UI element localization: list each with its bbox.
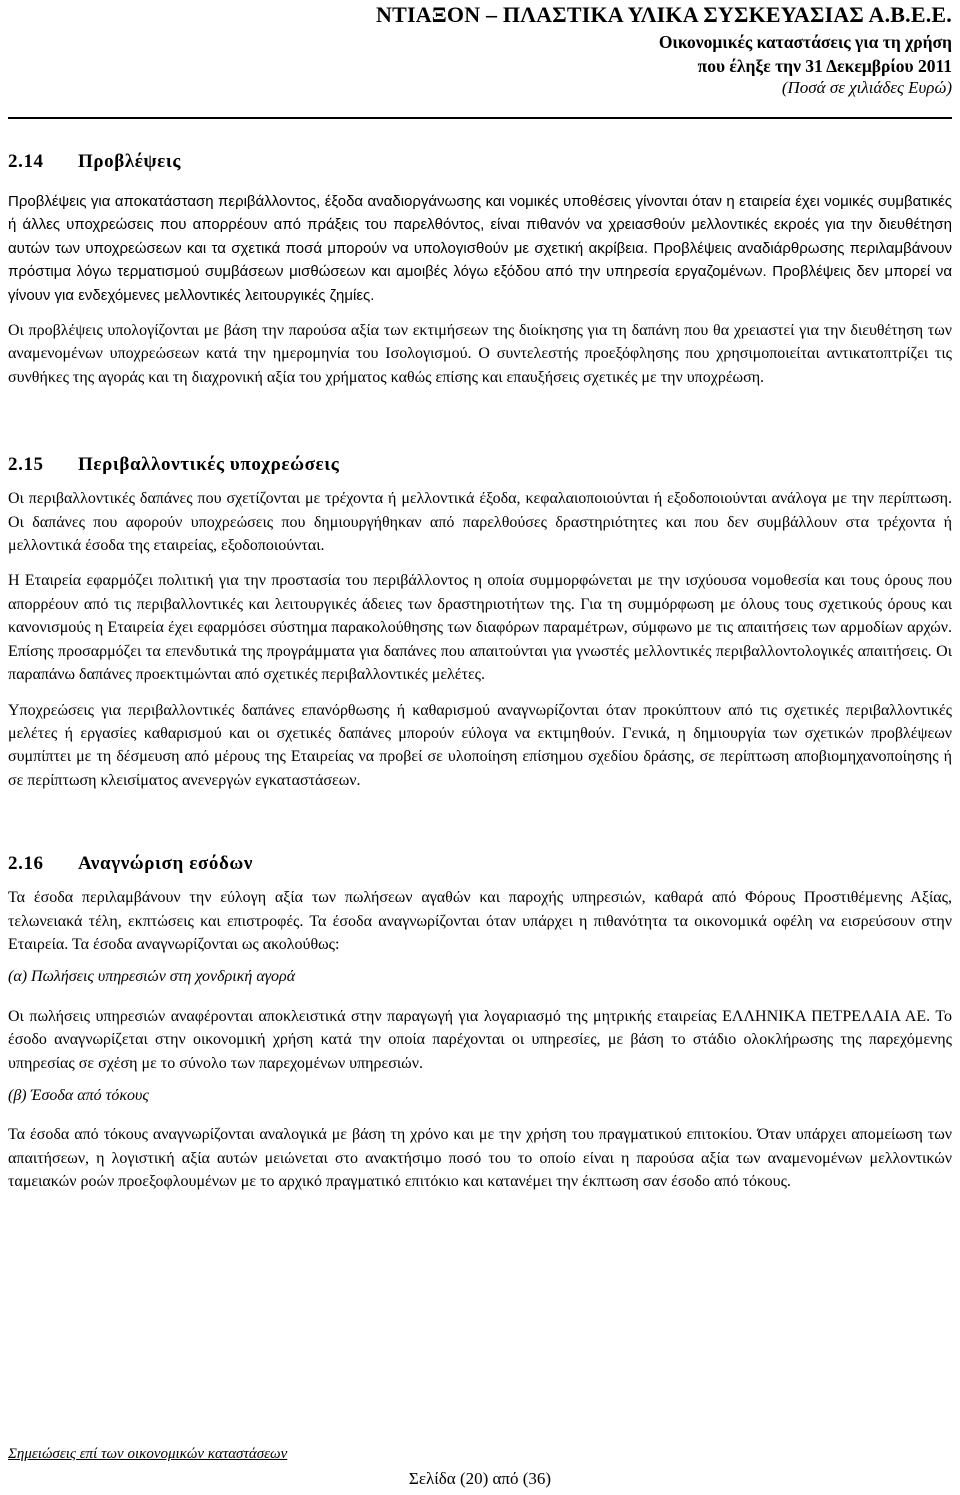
footer-note: Σημειώσεις επί των οικονομικών καταστάσεων [8,1446,288,1462]
subsection-title: (β) Έσοδα από τόκους [8,1086,149,1104]
amounts-note: (Ποσά σε χιλιάδες Ευρώ) [781,78,952,97]
paragraph: Η Εταιρεία εφαρμόζει πολιτική για την προστασία του περιβάλλοντος η οποία συμμορφώνεται με την ισχύουσα νομοθεσία και τους όρους που απορρέουν από τις περιβαλλοντικές και λειτουργικές άδειες των δραστηριοτήτων της. Για τη συμμόρφωση με όλους τους σχετικούς όρους και κανονισμούς η Εταιρεία έχει εφαρμόσει σύστημα παρακολούθησης των διαφόρων παραμέτρων, σύμφωνο με τις απαιτήσεις των αρμοδίων αρχών. Επίσης προσαρμόζει τα επενδυτικά της προγράμματα για δαπάνες που απαιτούνται για γνωστές μελλοντικές περιβαλλοντολογικές απαιτήσεις. Οι παραπάνω δαπάνες προεκτιμώνται από σχετικές περιβαλλοντικές μελέτες. [8,572,952,684]
section-title: Περιβαλλοντικές υποχρεώσεις [78,454,340,476]
header-divider [8,117,952,119]
paragraph: Τα έσοδα από τόκους αναγνωρίζονται αναλογικά με βάση τη χρόνο και με την χρήση του πραγματικού επιτοκίου. Όταν υπάρχει απομείωση των απαιτήσεων, η λογιστική αξία αυτών μειώνεται στο ανακτήσιμο ποσό του το οποίο είναι η παρούσα αξία των αναμενομένων μελλοντικών ταμειακών ροών προεξοφλουμένων με το αρχικό πραγματικό επιτόκιο και κατανέμει την έκπτωση σαν έσοδο από τόκους. [8,1126,952,1191]
page-number: Σελίδα (20) από (36) [408,1469,552,1488]
paragraph: Υποχρεώσεις για περιβαλλοντικές δαπάνες επανόρθωσης ή καθαρισμού αναγνωρίζονται όταν προκύπτουν από τις σχετικές περιβαλλοντικές μελέτες ή εργασίες καθαρισμού και οι σχετικές δαπάνες μπορούν εύλογα να εκτιμηθούν. Γενικά, η δημιουργία των σχετικών προβλέψεων συμπίπτει με τη δέσμευση από μέρους της Εταιρείας να προβεί σε υλοποίηση επίσημου σχεδίου δράσης, σε περίπτωση αποβιομηχανοποίησης ή σε περίπτωση κλεισίματος ανενεργών εγκαταστάσεων. [8,701,952,789]
statements-title: Οικονομικές καταστάσεις για τη χρήση [658,32,952,52]
section-number: 2.16 [8,853,44,875]
document-body [8,148,952,1194]
section-number: 2.15 [8,454,44,476]
company-name: ΝΤΙΑΞΟΝ – ΠΛΑΣΤΙΚΑ ΥΛΙΚΑ ΣΥΣΚΕΥΑΣΙΑΣ Α.Β.Ε.Ε. [375,2,952,27]
paragraph: Τα έσοδα περιλαμβάνουν την εύλογη αξία των πωλήσεων αγαθών και παροχής υπηρεσιών, καθαρά από Φόρους Προστιθέμενης Αξίας, τελωνειακά τέλη, εκπτώσεις και επιστροφές. Τα έσοδα αναγνωρίζονται όταν υπάρχει η πιθανότητα τα οικονομικά οφέλη να εισρεύσουν στην Εταιρεία. Τα έσοδα αναγνωρίζονται ως ακολούθως: [8,889,952,953]
paragraph: Οι προβλέψεις υπολογίζονται με βάση την παρούσα αξία των εκτιμήσεων της διοίκησης για τη δαπάνη που θα χρειαστεί για την διευθέτηση των αναμενομένων υποχρεώσεων κατά την ημερομηνία του Ισολογισμού. Ο συντελεστής προεξόφλησης που χρησιμοποιείται αντικατοπτρίζει τις συνθήκες της αγοράς και τη διαχρονική αξία του χρήματος καθώς επίσης και επαυξήσεις σχετικές με την υποχρέωση. [8,322,952,386]
section-heading [8,148,952,176]
subsection-title: (α) Πωλήσεις υπηρεσιών στη χονδρική αγορά [8,968,296,986]
section-number: 2.14 [8,151,44,172]
section-heading [8,850,952,878]
paragraph: Προβλέψεις για αποκατάσταση περιβάλλοντος, έξοδα αναδιοργάνωσης και νομικές υποθέσεις γίνονται όταν η εταιρεία έχει νομικές συμβατικές ή άλλες υποχρεώσεις που απορρέουν από πράξεις του παρελθόντος, είναι πιθανόν να χρειασθούν μελλοντικές εκροές για την διευθέτηση αυτών των υποχρεώσεων και τα σχετικά ποσά μπορούν να υπολογισθούν με σχετική ακρίβεια. Προβλέψεις αναδιάρθρωσης περιλαμβάνουν πρόστιμα λόγω τερματισμού συμβάσεων μισθώσεων και αμοιβές λόγω εξόδου από την υπηρεσία εργαζομένων. Προβλέψεις δεν μπορεί να γίνουν για ενδεχόμενες μελλοντικές λειτουργικές ζημίες. [8,193,952,304]
section-title: Προβλέψεις [78,151,182,172]
section-heading [8,451,952,479]
fiscal-period: που έληξε την 31 Δεκεμβρίου 2011 [697,56,952,76]
section-environmental-liabilities [8,451,952,792]
section-revenue-recognition [8,850,952,1193]
paragraph: Οι περιβαλλοντικές δαπάνες που σχετίζονται με τρέχοντα ή μελλοντικά έξοδα, κεφαλαιοποιούνται ή εξοδοποιούνται ανάλογα με την περίπτωση. Οι δαπάνες που αφορούν υποχρεώσεις που δημιουργήθηκαν από παρελθούσες δραστηριότητες και που δεν συμβάλλουν στα τρέχοντα ή μελλοντικά έσοδα της εταιρείας, εξοδοποιούνται. [8,490,952,555]
paragraph: Οι πωλήσεις υπηρεσιών αναφέρονται αποκλειστικά στην παραγωγή για λογαριασμό της μητρικής εταιρείας ΕΛΛΗΝΙΚΑ ΠΕΤΡΕΛΑΙΑ ΑΕ. Το έσοδο αναγνωρίζεται στην οικονομική χρήση κατά την οποία παρέχονται οι υπηρεσίες, με βάση το στάδιο ολοκλήρωσης της παρεχόμενης υπηρεσίας σε σχέση με το σύνολο των παρεχομένων υπηρεσιών. [8,1007,952,1072]
section-provisions [8,148,952,389]
section-title: Αναγνώριση εσόδων [78,853,253,875]
